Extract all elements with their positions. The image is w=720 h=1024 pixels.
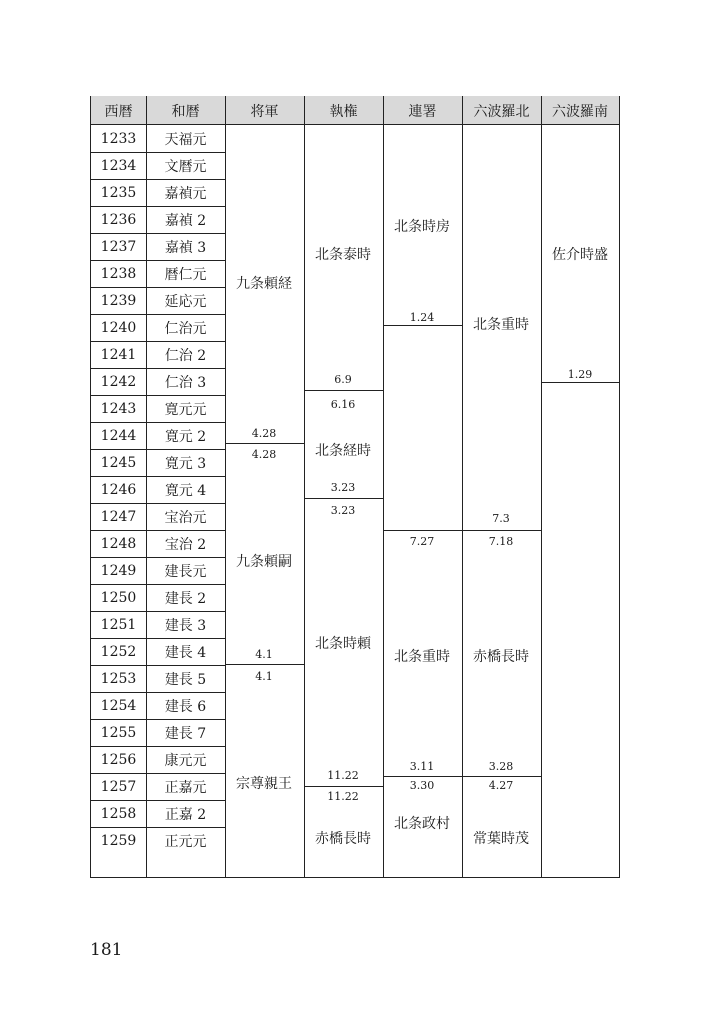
shikken-start-date: 3.23	[330, 504, 356, 517]
shikken-change-line	[304, 390, 383, 391]
era-cell: 正嘉元	[164, 779, 207, 796]
era-cell: 文暦元	[164, 158, 207, 175]
year-cell: 1249	[100, 562, 137, 579]
era-cell: 寛元 2	[164, 428, 207, 445]
header-western-year: 西暦	[91, 96, 146, 125]
shikken-end-date: 3.23	[330, 481, 356, 494]
rensho-name: 北条重時	[394, 649, 450, 665]
rokuhara-north-name: 北条重時	[473, 317, 529, 333]
year-cell: 1242	[100, 373, 137, 390]
shikken-end-date: 11.22	[327, 769, 359, 782]
shikken-end-date: 6.9	[334, 373, 352, 386]
era-cell: 建長元	[164, 563, 207, 580]
shogun-change-line	[225, 443, 304, 444]
rokuhara-south-change-line	[541, 382, 620, 383]
rensho-name: 北条政村	[394, 816, 450, 832]
shikken-change-line	[304, 498, 383, 499]
shikken-name: 赤橋長時	[315, 831, 371, 847]
rensho-start-date: 7.27	[409, 535, 435, 548]
era-cell: 建長 7	[164, 725, 207, 742]
header-japanese-era: 和暦	[146, 96, 225, 125]
rensho-end-date: 1.24	[409, 311, 435, 324]
shogun-name: 九条頼経	[236, 276, 292, 292]
rensho-change-line	[383, 530, 462, 531]
shogun-end-date: 4.28	[251, 427, 277, 440]
era-cell: 建長 2	[164, 590, 207, 607]
header-shogun: 将軍	[225, 96, 304, 125]
era-cell: 仁治 2	[164, 347, 207, 364]
shikken-start-date: 11.22	[327, 790, 359, 803]
rensho-change-line	[383, 325, 462, 326]
year-cell: 1236	[100, 211, 137, 228]
era-cell: 康元元	[164, 752, 207, 769]
year-cell: 1251	[100, 616, 137, 633]
year-cell: 1245	[100, 454, 137, 471]
rokuhara-north-name: 常葉時茂	[473, 831, 529, 847]
era-cell: 寛元 4	[164, 482, 207, 499]
year-cell: 1243	[100, 400, 137, 417]
year-cell: 1247	[100, 508, 137, 525]
era-cell: 仁治 3	[164, 374, 207, 391]
year-cell: 1244	[100, 427, 137, 444]
shogun-change-line	[225, 664, 304, 665]
year-cell: 1256	[100, 751, 137, 768]
era-cell: 宝治元	[164, 509, 207, 526]
era-cell: 宝治 2	[164, 536, 207, 553]
year-cell: 1255	[100, 724, 137, 741]
era-cell: 嘉禎元	[164, 185, 207, 202]
year-cell: 1253	[100, 670, 137, 687]
shikken-name: 北条経時	[315, 443, 371, 459]
year-cell: 1257	[100, 778, 137, 795]
year-cell: 1258	[100, 805, 137, 822]
rensho-change-line	[383, 776, 462, 777]
year-cell: 1252	[100, 643, 137, 660]
shikken-change-line	[304, 786, 383, 787]
era-cell: 延応元	[164, 293, 207, 310]
header-rokuhara-north: 六波羅北	[462, 96, 541, 125]
era-cell: 暦仁元	[164, 266, 207, 283]
column-divider	[541, 96, 542, 878]
era-cell: 建長 5	[164, 671, 207, 688]
era-cell: 建長 4	[164, 644, 207, 661]
header-shikken: 執権	[304, 96, 383, 125]
era-cell: 天福元	[164, 131, 207, 148]
year-cell: 1248	[100, 535, 137, 552]
year-cell: 1239	[100, 292, 137, 309]
era-cell: 建長 3	[164, 617, 207, 634]
year-cell: 1233	[100, 130, 137, 147]
year-cell: 1234	[100, 157, 137, 174]
shogun-end-date: 4.1	[255, 648, 273, 661]
year-cell: 1259	[100, 832, 137, 849]
year-cell: 1240	[100, 319, 137, 336]
rokuhara-south-name: 佐介時盛	[552, 247, 608, 263]
era-cell: 建長 6	[164, 698, 207, 715]
header-rensho: 連署	[383, 96, 462, 125]
shikken-name: 北条泰時	[315, 247, 371, 263]
shogun-start-date: 4.1	[255, 670, 273, 683]
rokuhara-north-name: 赤橋長時	[473, 649, 529, 665]
year-cell: 1250	[100, 589, 137, 606]
rokuhara-south-end-date: 1.29	[567, 368, 593, 381]
year-cell: 1235	[100, 184, 137, 201]
column-divider	[225, 96, 226, 878]
shogun-name: 九条頼嗣	[236, 554, 292, 570]
era-cell: 正元元	[164, 833, 207, 850]
rokuhara-north-end-date: 3.28	[488, 760, 514, 773]
year-cell: 1238	[100, 265, 137, 282]
year-cell: 1254	[100, 697, 137, 714]
era-cell: 仁治元	[164, 320, 207, 337]
rensho-start-date: 3.30	[409, 779, 435, 792]
rokuhara-north-start-date: 4.27	[488, 779, 514, 792]
era-cell: 正嘉 2	[164, 806, 207, 823]
rokuhara-north-change-line	[462, 776, 541, 777]
shogun-start-date: 4.28	[251, 448, 277, 461]
era-cell: 嘉禎 2	[164, 212, 207, 229]
shikken-start-date: 6.16	[330, 398, 356, 411]
year-cell: 1246	[100, 481, 137, 498]
shikken-name: 北条時頼	[315, 636, 371, 652]
rokuhara-north-start-date: 7.18	[488, 535, 514, 548]
rokuhara-north-end-date: 7.3	[492, 512, 510, 525]
era-cell: 寛元元	[164, 401, 207, 418]
header-rokuhara-south: 六波羅南	[541, 96, 619, 125]
rensho-end-date: 3.11	[409, 760, 435, 773]
era-cell: 寛元 3	[164, 455, 207, 472]
rensho-name: 北条時房	[394, 219, 450, 235]
page-number: 181	[90, 940, 123, 960]
rokuhara-north-change-line	[462, 530, 541, 531]
year-cell: 1237	[100, 238, 137, 255]
shogun-name: 宗尊親王	[236, 776, 292, 792]
year-cell: 1241	[100, 346, 137, 363]
era-cell: 嘉禎 3	[164, 239, 207, 256]
